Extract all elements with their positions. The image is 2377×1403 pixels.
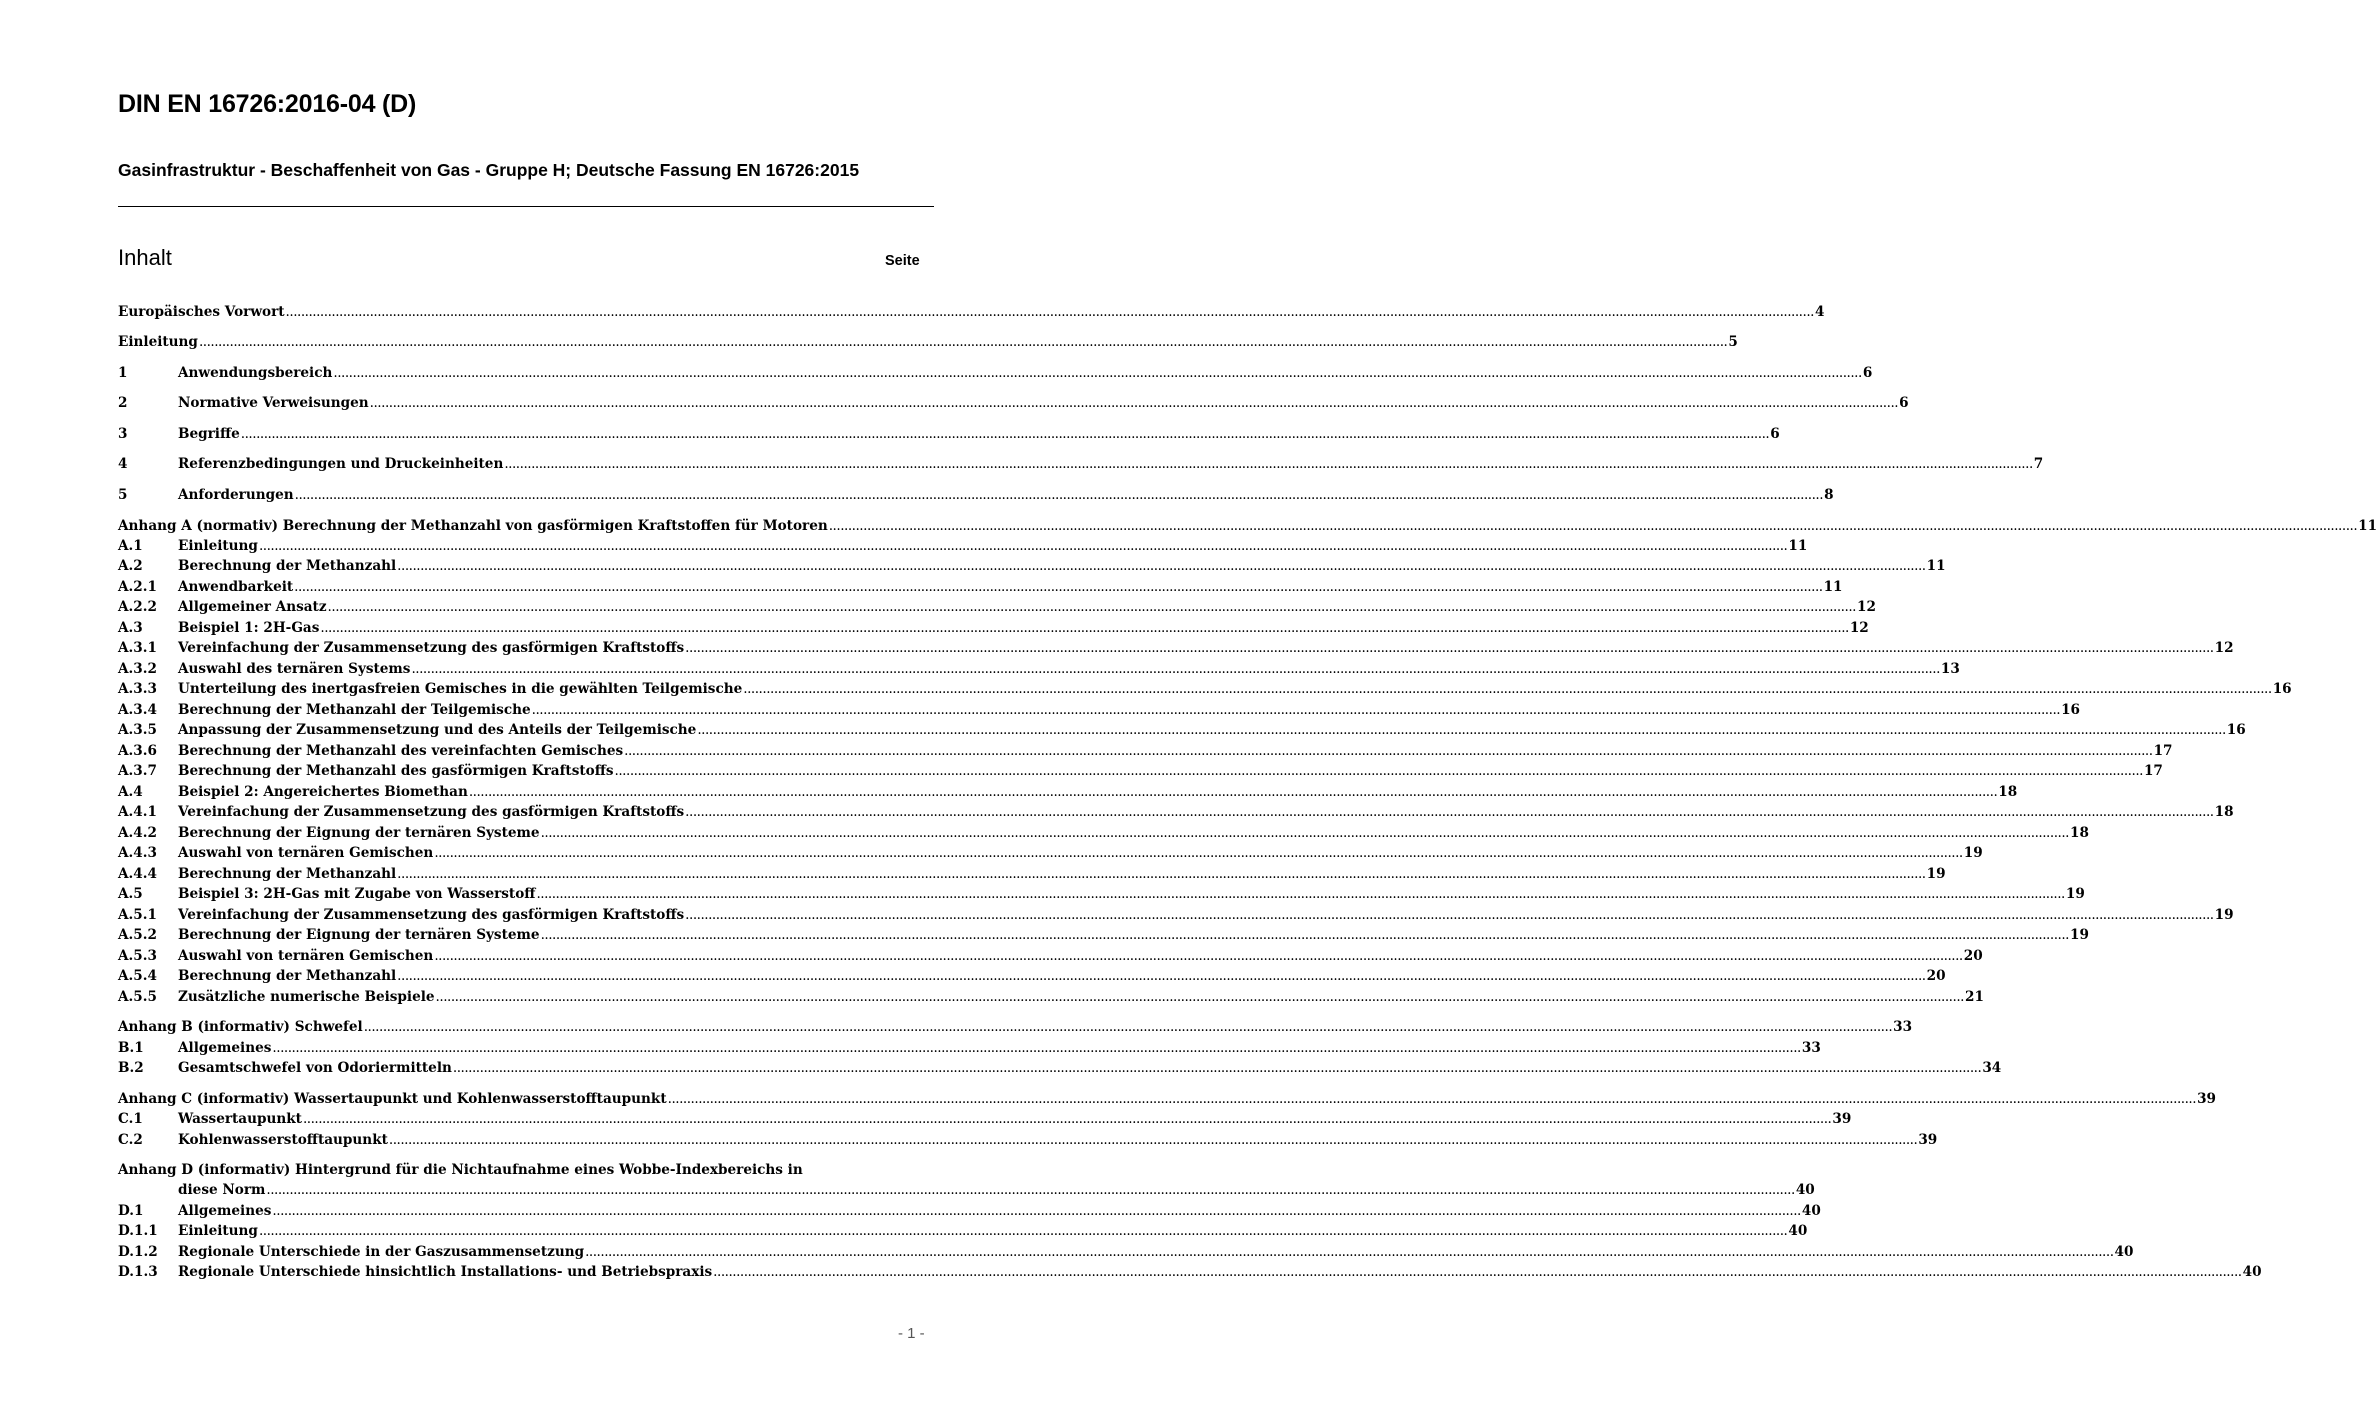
toc-entry-label: Normative Verweisungen [178, 395, 369, 411]
toc-entry-label: Begriffe [178, 426, 240, 442]
toc-entry-page: 19 [1926, 866, 1946, 882]
toc-dot-leader: ................................................................................................................................................................................................................................................................................................................................................................................................................ [743, 681, 2272, 697]
toc-entry[interactable] [118, 536, 1808, 556]
toc-dot-leader: ................................................................................................................................................................................................................................................................................................................................................................................................................ [531, 702, 2061, 718]
toc-dot-leader: ................................................................................................................................................................................................................................................................................................................................................................................................................ [333, 365, 1862, 381]
toc-entry-number: A.5.3 [118, 948, 157, 964]
toc-entry-page: 39 [1832, 1111, 1852, 1127]
toc-entry-page: 18 [1998, 784, 2018, 800]
toc-entry-number: A.4.1 [118, 804, 157, 820]
toc-dot-leader: ................................................................................................................................................................................................................................................................................................................................................................................................................ [435, 989, 1964, 1005]
toc-entry[interactable] [118, 802, 2234, 822]
toc-entry[interactable] [118, 556, 1946, 576]
toc-dot-leader: ................................................................................................................................................................................................................................................................................................................................................................................................................ [667, 1091, 2197, 1107]
toc-entry[interactable] [118, 843, 1983, 863]
toc-entry-page: 18 [2214, 804, 2234, 820]
toc-entry[interactable] [118, 424, 1780, 444]
toc-entry-number: A.4.2 [118, 825, 157, 841]
toc-entry-label: Allgemeines [178, 1203, 272, 1219]
toc-dot-leader: ................................................................................................................................................................................................................................................................................................................................................................................................................ [713, 1264, 2242, 1280]
toc-entry[interactable] [118, 987, 1984, 1007]
toc-entry-page: 11 [1788, 538, 1808, 554]
toc-dot-leader: ................................................................................................................................................................................................................................................................................................................................................................................................................ [624, 743, 2153, 759]
toc-dot-leader: ................................................................................................................................................................................................................................................................................................................................................................................................................ [685, 907, 2214, 923]
toc-dot-leader: ................................................................................................................................................................................................................................................................................................................................................................................................................ [363, 1019, 1893, 1035]
toc-entry-page: 11 [1926, 558, 1946, 574]
toc-entry-number: 4 [118, 456, 128, 472]
toc-entry[interactable] [118, 761, 2163, 781]
toc-entry[interactable] [118, 332, 1738, 352]
document-title: DIN EN 16726:2016-04 (D) [118, 90, 417, 118]
toc-dot-leader: ................................................................................................................................................................................................................................................................................................................................................................................................................ [397, 558, 1926, 574]
toc-entry-number: A.3.2 [118, 661, 157, 677]
toc-dot-leader: ................................................................................................................................................................................................................................................................................................................................................................................................................ [452, 1060, 1982, 1076]
toc-entry-number: A.5.1 [118, 907, 157, 923]
toc-dot-leader: ................................................................................................................................................................................................................................................................................................................................................................................................................ [434, 948, 1963, 964]
toc-entry-number: A.5.5 [118, 989, 157, 1005]
toc-entry-page: 40 [2114, 1244, 2134, 1260]
toc-entry-label: Regionale Unterschiede hinsichtlich Installations- und Betriebspraxis [178, 1264, 713, 1280]
toc-entry-page: 20 [1963, 948, 1983, 964]
toc-entry-label: Anwendungsbereich [178, 365, 333, 381]
toc-entry[interactable] [118, 782, 2018, 802]
toc-entry-number: A.5.2 [118, 927, 157, 943]
toc-entry-label: Anhang C (informativ) Wassertaupunkt und Kohlenwasserstofftaupunkt [118, 1091, 667, 1107]
toc-entry-number: D.1.1 [118, 1223, 158, 1239]
toc-entry[interactable] [118, 741, 2173, 761]
toc-entry-page: 8 [1824, 487, 1834, 503]
toc-entry-label: Unterteilung des inertgasfreien Gemisches in die gewählten Teilgemische [178, 681, 743, 697]
toc-dot-leader: ................................................................................................................................................................................................................................................................................................................................................................................................................ [614, 763, 2143, 779]
toc-entry-label: Berechnung der Eignung der ternären Systeme [178, 927, 540, 943]
toc-dot-leader: ................................................................................................................................................................................................................................................................................................................................................................................................................ [198, 334, 1728, 350]
toc-entry-page: 20 [1926, 968, 1946, 984]
toc-dot-leader: ................................................................................................................................................................................................................................................................................................................................................................................................................ [397, 866, 1926, 882]
toc-entry-number: A.4.3 [118, 845, 157, 861]
toc-entry-label: Berechnung der Eignung der ternären Systeme [178, 825, 540, 841]
toc-dot-leader: ................................................................................................................................................................................................................................................................................................................................................................................................................ [540, 825, 2069, 841]
toc-entry[interactable] [118, 905, 2234, 925]
toc-entry[interactable] [118, 946, 1983, 966]
toc-entry-page: 40 [1795, 1182, 1815, 1198]
toc-entry-number: A.2.2 [118, 599, 157, 615]
toc-entry-number: A.3.6 [118, 743, 157, 759]
toc-dot-leader: ................................................................................................................................................................................................................................................................................................................................................................................................................ [504, 456, 2033, 472]
toc-entry-page: 11 [2358, 518, 2377, 534]
toc-entry-number: A.3.5 [118, 722, 157, 738]
toc-entry-number: A.3.3 [118, 681, 157, 697]
toc-entry[interactable] [118, 679, 2292, 699]
toc-entry[interactable] [118, 1109, 1852, 1129]
toc-entry-label: Berechnung der Methanzahl der Teilgemische [178, 702, 531, 718]
toc-dot-leader: ................................................................................................................................................................................................................................................................................................................................................................................................................ [411, 661, 1940, 677]
toc-dot-leader: ................................................................................................................................................................................................................................................................................................................................................................................................................ [388, 1132, 1918, 1148]
toc-entry[interactable] [118, 638, 2234, 658]
toc-entry-page: 19 [2070, 927, 2089, 943]
toc-dot-leader: ................................................................................................................................................................................................................................................................................................................................................................................................................ [369, 395, 1899, 411]
toc-entry-label: Vereinfachung der Zusammensetzung des gasförmigen Kraftstoffs [178, 804, 685, 820]
toc-entry-number: B.1 [118, 1040, 144, 1056]
toc-entry-page: 16 [2272, 681, 2292, 697]
toc-dot-leader: ................................................................................................................................................................................................................................................................................................................................................................................................................ [685, 804, 2214, 820]
page-number: - 1 - [898, 1325, 925, 1342]
toc-entry-label: Anhang B (informativ) Schwefel [118, 1019, 363, 1035]
toc-entry-page: 12 [1856, 599, 1876, 615]
toc-heading: Inhalt [118, 245, 172, 270]
toc-entry-label: Wassertaupunkt [178, 1111, 302, 1127]
toc-entry[interactable] [118, 1038, 1821, 1058]
toc-entry-label: Kohlenwasserstofftaupunkt [178, 1132, 388, 1148]
toc-entry-number: A.1 [118, 538, 143, 554]
toc-entry-number: 1 [118, 365, 128, 381]
toc-entry[interactable] [118, 864, 1946, 884]
toc-entry[interactable] [118, 618, 1869, 638]
toc-entry[interactable] [118, 485, 1834, 505]
toc-entry-page: 17 [2143, 763, 2163, 779]
toc-entry-label: Einleitung [178, 538, 258, 554]
toc-entry[interactable] [118, 1130, 1938, 1150]
toc-entry-number: D.1.2 [118, 1244, 158, 1260]
toc-entry[interactable] [118, 1180, 1815, 1200]
toc-entry[interactable] [118, 1221, 1808, 1241]
toc-entry-label: Beispiel 1: 2H-Gas [178, 620, 320, 636]
toc-entry[interactable] [118, 1262, 2262, 1282]
toc-entry-label: Vereinfachung der Zusammensetzung des gasförmigen Kraftstoffs [178, 640, 685, 656]
toc-dot-leader: ................................................................................................................................................................................................................................................................................................................................................................................................................ [585, 1244, 2114, 1260]
toc-entry-page: 33 [1801, 1040, 1821, 1056]
toc-dot-leader: ................................................................................................................................................................................................................................................................................................................................................................................................................ [685, 640, 2214, 656]
toc-entry-page: 17 [2153, 743, 2173, 759]
toc-entry-page: 12 [1849, 620, 1869, 636]
toc-dot-leader: ................................................................................................................................................................................................................................................................................................................................................................................................................ [272, 1040, 1801, 1056]
toc-entry[interactable] [118, 966, 1946, 986]
toc-entry-number: A.3.4 [118, 702, 157, 718]
toc-dot-leader: ................................................................................................................................................................................................................................................................................................................................................................................................................ [294, 579, 1823, 595]
toc-dot-leader: ................................................................................................................................................................................................................................................................................................................................................................................................................ [828, 518, 2358, 534]
toc-entry-label: Anpassung der Zusammensetzung und des Anteils der Teilgemische [178, 722, 697, 738]
page-column-label: Seite [885, 253, 920, 269]
toc-entry-label: Beispiel 3: 2H-Gas mit Zugabe von Wasserstoff [178, 886, 536, 902]
toc-entry[interactable] [118, 659, 1960, 679]
toc-dot-leader: ................................................................................................................................................................................................................................................................................................................................................................................................................ [294, 487, 1824, 503]
toc-entry[interactable] [118, 454, 2044, 474]
toc-entry-label: Einleitung [178, 1223, 258, 1239]
toc-entry-number: B.2 [118, 1060, 144, 1076]
toc-entry-title-line: Anhang D (informativ) Hintergrund für die Nichtaufnahme eines Wobbe-Indexbereichs in [118, 1162, 803, 1178]
toc-entry-label: Auswahl von ternären Gemischen [178, 948, 434, 964]
toc-entry[interactable] [118, 1089, 2216, 1109]
toc-entry-page: 19 [1963, 845, 1983, 861]
toc-entry-page: 13 [1940, 661, 1960, 677]
toc-entry-number: A.3.1 [118, 640, 157, 656]
toc-entry[interactable] [118, 363, 1873, 383]
toc-entry-page: 19 [2065, 886, 2085, 902]
toc-entry-page: 11 [1823, 579, 1843, 595]
toc-entry-number: C.2 [118, 1132, 143, 1148]
toc-entry-number: 5 [118, 487, 128, 503]
toc-entry-page: 33 [1893, 1019, 1913, 1035]
toc-entry[interactable] [118, 1201, 1821, 1221]
toc-entry[interactable] [118, 925, 2089, 945]
toc-dot-leader: ................................................................................................................................................................................................................................................................................................................................................................................................................ [327, 599, 1856, 615]
toc-entry-number: A.5 [118, 886, 143, 902]
toc-entry-number: 2 [118, 395, 128, 411]
toc-entry-label: diese Norm [178, 1182, 266, 1198]
toc-entry[interactable] [118, 597, 1876, 617]
toc-entry-page: 39 [2197, 1091, 2216, 1107]
toc-entry-number: A.3 [118, 620, 143, 636]
toc-entry[interactable] [118, 516, 2377, 536]
toc-dot-leader: ................................................................................................................................................................................................................................................................................................................................................................................................................ [320, 620, 1849, 636]
toc-dot-leader: ................................................................................................................................................................................................................................................................................................................................................................................................................ [266, 1182, 1795, 1198]
toc-entry[interactable] [118, 884, 2085, 904]
toc-entry-label: Auswahl von ternären Gemischen [178, 845, 434, 861]
toc-entry-label: Allgemeiner Ansatz [178, 599, 327, 615]
toc-entry-page: 19 [2214, 907, 2234, 923]
toc-dot-leader: ................................................................................................................................................................................................................................................................................................................................................................................................................ [272, 1203, 1801, 1219]
toc-entry-page: 6 [1770, 426, 1780, 442]
toc-entry-number: 3 [118, 426, 128, 442]
toc-entry-label: Auswahl des ternären Systems [178, 661, 411, 677]
toc-entry-page: 40 [1801, 1203, 1821, 1219]
toc-entry-label: Anforderungen [178, 487, 294, 503]
toc-entry-page: 16 [2226, 722, 2246, 738]
toc-entry-page: 39 [1918, 1132, 1938, 1148]
toc-entry-label: Regionale Unterschiede in der Gaszusammensetzung [178, 1244, 585, 1260]
toc-entry-number: A.5.4 [118, 968, 157, 984]
toc-entry-page: 6 [1862, 365, 1873, 381]
toc-entry-page: 21 [1964, 989, 1984, 1005]
title-divider [118, 206, 934, 207]
toc-entry-label: Anhang A (normativ) Berechnung der Methanzahl von gasförmigen Kraftstoffen für Motoren [118, 518, 828, 534]
toc-dot-leader: ................................................................................................................................................................................................................................................................................................................................................................................................................ [240, 426, 1770, 442]
toc-entry-label: Einleitung [118, 334, 198, 350]
toc-entry[interactable] [118, 700, 2081, 720]
toc-entry-label: Gesamtschwefel von Odoriermitteln [178, 1060, 452, 1076]
toc-entry[interactable] [118, 393, 1909, 413]
toc-dot-leader: ................................................................................................................................................................................................................................................................................................................................................................................................................ [302, 1111, 1832, 1127]
toc-dot-leader: ................................................................................................................................................................................................................................................................................................................................................................................................................ [258, 538, 1788, 554]
toc-entry-number: A.4.4 [118, 866, 157, 882]
toc-entry-page: 7 [2033, 456, 2044, 472]
toc-entry-number: A.2.1 [118, 579, 157, 595]
toc-entry-label: Allgemeines [178, 1040, 272, 1056]
toc-entry-label: Berechnung der Methanzahl [178, 558, 397, 574]
toc-dot-leader: ................................................................................................................................................................................................................................................................................................................................................................................................................ [258, 1223, 1788, 1239]
toc-entry-number: A.4 [118, 784, 143, 800]
toc-entry-label: Berechnung der Methanzahl [178, 866, 397, 882]
toc-entry-label: Berechnung der Methanzahl des gasförmigen Kraftstoffs [178, 763, 614, 779]
toc-entry-page: 6 [1899, 395, 1909, 411]
toc-dot-leader: ................................................................................................................................................................................................................................................................................................................................................................................................................ [536, 886, 2065, 902]
toc-entry[interactable] [118, 577, 1843, 597]
toc-entry-number: D.1.3 [118, 1264, 158, 1280]
toc-entry-label: Beispiel 2: Angereichertes Biomethan [178, 784, 468, 800]
toc-entry[interactable] [118, 302, 1825, 322]
toc-dot-leader: ................................................................................................................................................................................................................................................................................................................................................................................................................ [468, 784, 1998, 800]
toc-entry-label: Anwendbarkeit [178, 579, 294, 595]
document-subtitle: Gasinfrastruktur - Beschaffenheit von Gas - Gruppe H; Deutsche Fassung EN 16726:2015 [118, 160, 860, 180]
toc-entry-page: 18 [2070, 825, 2089, 841]
toc-entry-label: Zusätzliche numerische Beispiele [178, 989, 435, 1005]
toc-entry-page: 40 [2242, 1264, 2262, 1280]
toc-entry-number: A.3.7 [118, 763, 157, 779]
toc-entry-number: A.2 [118, 558, 143, 574]
toc-entry-label: Referenzbedingungen und Druckeinheiten [178, 456, 504, 472]
toc-entry-number: D.1 [118, 1203, 144, 1219]
toc-entry-page: 12 [2214, 640, 2234, 656]
toc-dot-leader: ................................................................................................................................................................................................................................................................................................................................................................................................................ [285, 304, 1814, 320]
toc-entry[interactable] [118, 1058, 2002, 1078]
toc-entry-page: 40 [1788, 1223, 1808, 1239]
toc-dot-leader: ................................................................................................................................................................................................................................................................................................................................................................................................................ [434, 845, 1963, 861]
toc-entry-page: 16 [2061, 702, 2081, 718]
toc-dot-leader: ................................................................................................................................................................................................................................................................................................................................................................................................................ [540, 927, 2069, 943]
toc-dot-leader: ................................................................................................................................................................................................................................................................................................................................................................................................................ [697, 722, 2226, 738]
toc-entry-label: Europäisches Vorwort [118, 304, 285, 320]
toc-entry-label: Berechnung der Methanzahl des vereinfachten Gemisches [178, 743, 624, 759]
toc-entry[interactable] [118, 720, 2246, 740]
toc-entry-page: 5 [1728, 334, 1738, 350]
toc-entry-page: 34 [1982, 1060, 2002, 1076]
toc-dot-leader: ................................................................................................................................................................................................................................................................................................................................................................................................................ [397, 968, 1926, 984]
toc-entry[interactable] [118, 1017, 1913, 1037]
toc-entry[interactable] [118, 823, 2089, 843]
toc-entry-page: 4 [1814, 304, 1825, 320]
toc-entry-label: Vereinfachung der Zusammensetzung des gasförmigen Kraftstoffs [178, 907, 685, 923]
toc-entry-number: C.1 [118, 1111, 143, 1127]
toc-entry-label: Berechnung der Methanzahl [178, 968, 397, 984]
toc-entry[interactable] [118, 1242, 2134, 1262]
